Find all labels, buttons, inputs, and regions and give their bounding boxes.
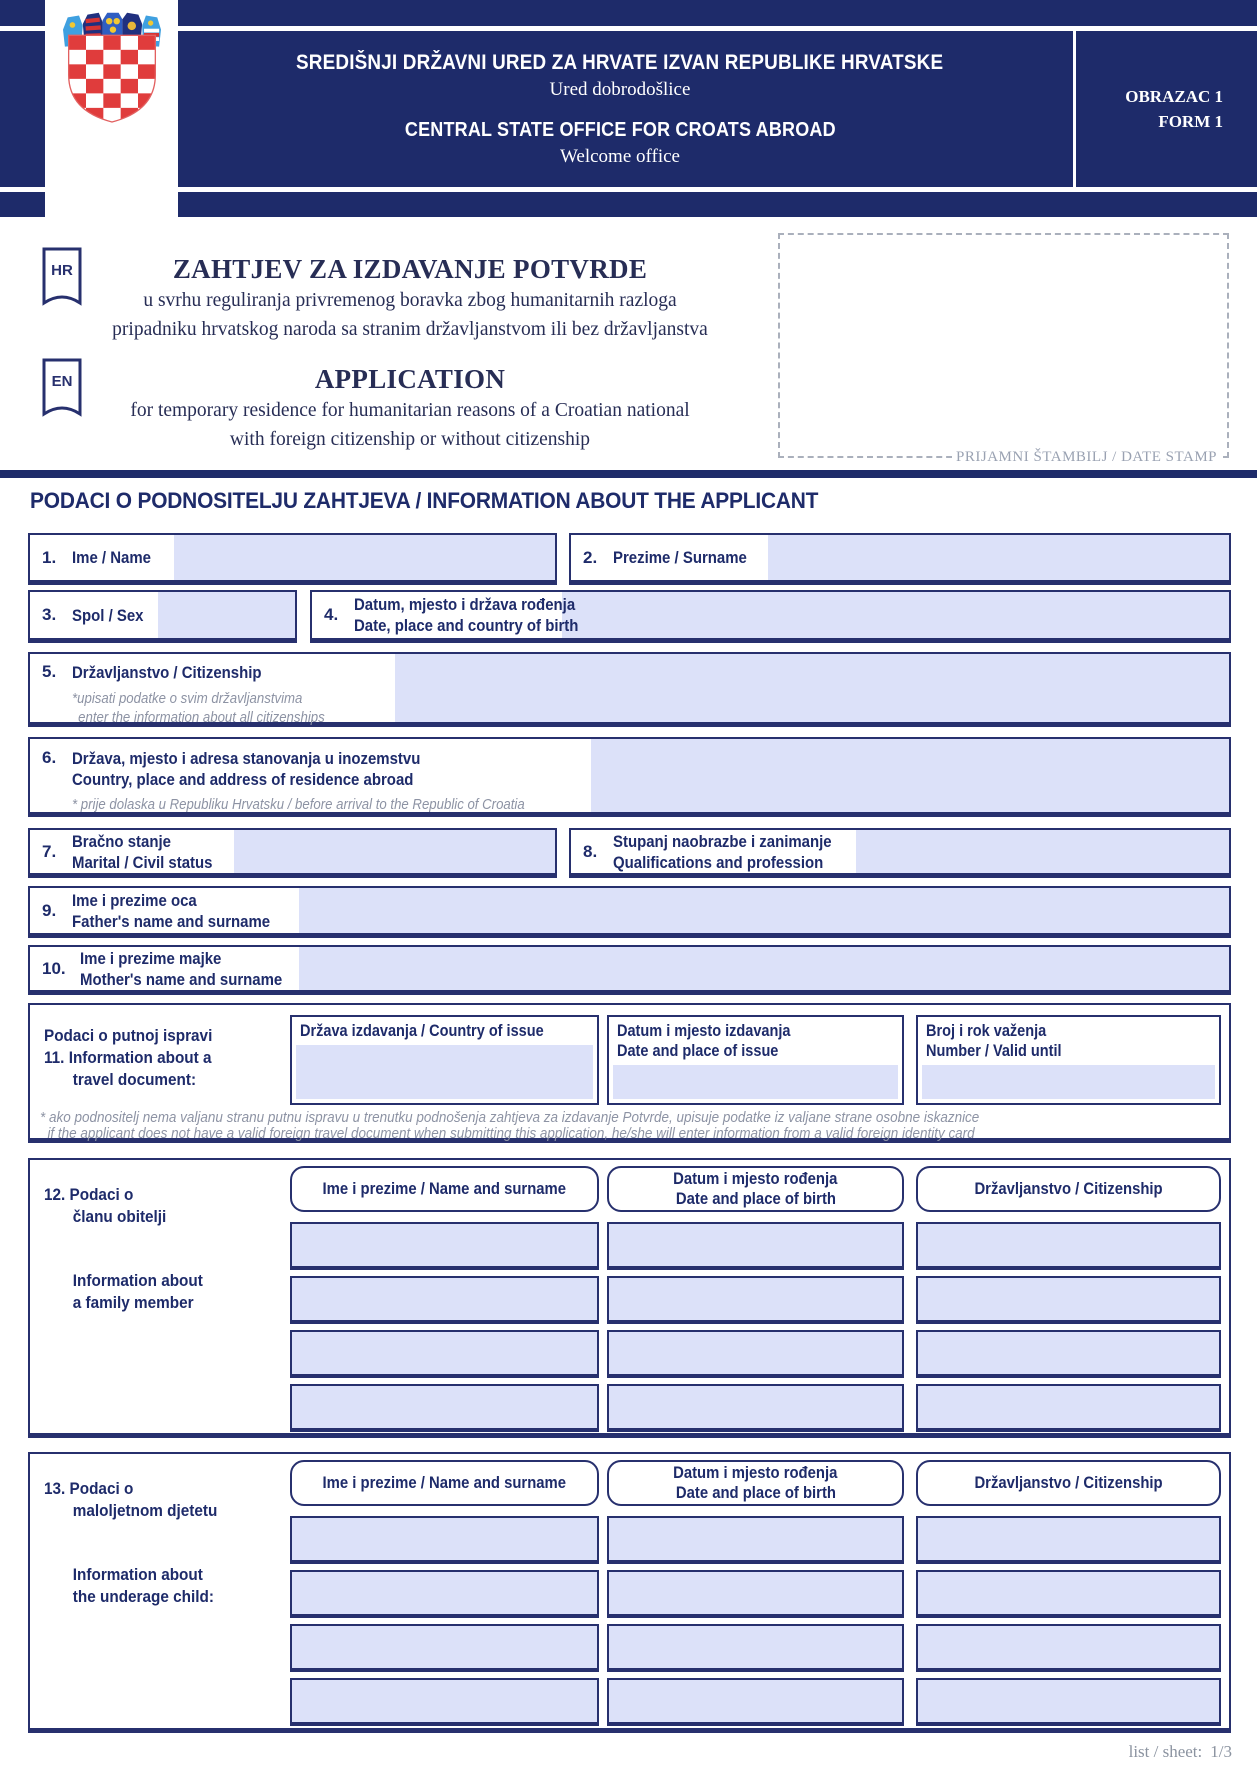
field-7-label-en: Marital / Civil status [72, 852, 213, 872]
marital-status-input[interactable] [234, 830, 555, 873]
child-name-cell-4[interactable] [290, 1678, 599, 1726]
field-mother-name [28, 945, 1231, 995]
field-birth-date-place [310, 590, 1231, 643]
field-9-label-hr: Ime i prezime oca [72, 890, 197, 910]
child-citizenship-column-header: Državljanstvo / Citizenship [916, 1460, 1221, 1506]
field-underage-child [28, 1452, 1231, 1733]
family-birth-cell-2[interactable] [607, 1276, 904, 1324]
child-birth-cell-4[interactable] [607, 1678, 904, 1726]
field-marital-status [28, 828, 557, 878]
field-7-label-hr: Bračno stanje [72, 831, 171, 851]
field-6-label-hr: Država, mjesto i adresa stanovanja u inozemstvu [72, 749, 421, 768]
child-name-column-header: Ime i prezime / Name and surname [290, 1460, 599, 1506]
travel-doc-issue-label-en: Date and place of issue [617, 1042, 779, 1060]
application-subtitle-hr-1: u svrhu reguliranja privremenog boravka zbog humanitarnih razloga [143, 290, 677, 311]
field-10-number: 10. [42, 958, 66, 978]
field-travel-document [28, 1003, 1231, 1143]
section-title: PODACI O PODNOSITELJU ZAHTJEVA / INFORMATION ABOUT THE APPLICANT [30, 488, 819, 513]
child-birth-cell-2[interactable] [607, 1570, 904, 1618]
field-8-number: 8. [583, 841, 598, 861]
field-8-label-en: Qualifications and profession [613, 852, 824, 872]
field-11-note-en: if the applicant does not have a valid foreign travel document when submitting this application, he/she will enter information from a valid foreign identity card [47, 1126, 975, 1142]
travel-doc-issue-input[interactable] [613, 1065, 898, 1099]
coat-of-arms-column [45, 0, 178, 217]
field-9-label-en: Father's name and surname [72, 911, 271, 931]
field-surname [569, 533, 1231, 585]
field-8-label-hr: Stupanj naobrazbe i zanimanje [613, 831, 832, 851]
field-1-label: Ime / Name [72, 548, 151, 567]
name-input[interactable] [174, 535, 555, 580]
field-13-label-en-l1: Information about [72, 1565, 203, 1584]
field-family-member [28, 1158, 1231, 1438]
child-citizenship-cell-3[interactable] [916, 1624, 1221, 1672]
father-name-input[interactable] [299, 888, 1229, 933]
field-9-number: 9. [42, 900, 57, 920]
family-birth-cell-4[interactable] [607, 1384, 904, 1432]
travel-doc-issue-box [607, 1015, 904, 1105]
date-stamp-box [778, 233, 1229, 465]
office-title-hr: SREDIŠNJI DRŽAVNI URED ZA HRVATE IZVAN REPUBLIKE HRVATSKE [296, 50, 944, 74]
child-birth-cell-1[interactable] [607, 1516, 904, 1564]
travel-doc-country-input[interactable] [296, 1045, 593, 1099]
child-citizenship-cell-1[interactable] [916, 1516, 1221, 1564]
section-divider-bar [0, 470, 1257, 478]
field-5-number: 5. [42, 662, 57, 681]
field-2-label: Prezime / Surname [613, 548, 747, 567]
croatian-title-block [80, 254, 740, 343]
header-band [0, 31, 1257, 187]
en-language-ribbon-icon [42, 358, 82, 424]
header-top-bar [0, 0, 1257, 26]
citizenship-input[interactable] [395, 654, 1229, 722]
date-stamp-label: PRIJAMNI ŠTAMBILJ / DATE STAMP [952, 449, 1221, 466]
field-11-note-hr: * ako podnositelj nema valjanu stranu putnu ispravu u trenutku podnošenja zahtjeva za izdavanje Potvrde, upisuje podatke iz valjane strane osobne iskaznice [40, 1110, 980, 1126]
child-birth-column-header: Datum i mjesto rođenja Date and place of birth [607, 1460, 904, 1506]
field-citizenship [28, 652, 1231, 727]
field-13-label-en-l2: the underage child: [72, 1587, 214, 1606]
child-citizenship-cell-2[interactable] [916, 1570, 1221, 1618]
travel-doc-country-box [290, 1015, 599, 1105]
child-name-cell-2[interactable] [290, 1570, 599, 1618]
family-birth-column-header: Datum i mjesto rođenja Date and place of birth [607, 1166, 904, 1212]
field-4-label-en: Date, place and country of birth [354, 616, 579, 635]
family-name-cell-3[interactable] [290, 1330, 599, 1378]
field-name [28, 533, 557, 585]
field-4-label-hr: Datum, mjesto i država rođenja [354, 595, 576, 614]
field-qualifications [569, 828, 1231, 878]
birth-date-place-input[interactable] [562, 592, 1229, 638]
hr-tag: HR [51, 262, 73, 279]
family-citizenship-cell-2[interactable] [916, 1276, 1221, 1324]
field-7-number: 7. [42, 841, 57, 861]
mother-name-input[interactable] [299, 947, 1229, 990]
family-citizenship-cell-4[interactable] [916, 1384, 1221, 1432]
application-title-hr: ZAHTJEV ZA IZDAVANJE POTVRDE [172, 254, 648, 284]
travel-doc-number-input[interactable] [922, 1065, 1215, 1099]
sheet-counter [1129, 1742, 1232, 1762]
english-title-block [80, 364, 740, 453]
travel-doc-country-label: Država izdavanja / Country of issue [300, 1022, 544, 1040]
field-4-number: 4. [324, 605, 339, 624]
field-5-note-en: enter the information about all citizenships [78, 709, 325, 726]
header-office-titles [178, 31, 1062, 187]
qualifications-input[interactable] [856, 830, 1229, 873]
field-3-number: 3. [42, 605, 57, 624]
travel-doc-number-label-en: Number / Valid until [926, 1042, 1062, 1060]
field-3-label: Spol / Sex [72, 605, 144, 625]
field-residence-abroad [28, 737, 1231, 817]
sex-input[interactable] [158, 592, 295, 638]
child-birth-cell-3[interactable] [607, 1624, 904, 1672]
field-10-label-hr: Ime i prezime majke [80, 948, 222, 968]
office-subtitle-hr: Ured dobrodošlice [549, 78, 691, 100]
child-name-cell-3[interactable] [290, 1624, 599, 1672]
field-12-label-hr-l1: 12. Podaci o [44, 1185, 134, 1204]
form-code [1076, 31, 1257, 187]
family-citizenship-column-header: Državljanstvo / Citizenship [916, 1166, 1221, 1212]
en-tag: EN [51, 373, 73, 390]
field-6-note: * prije dolaska u Republiku Hrvatsku / before arrival to the Republic of Croatia [72, 796, 525, 813]
field-6-label-en: Country, place and address of residence abroad [72, 770, 414, 789]
sheet-counter-value: 1/3 [1210, 1742, 1232, 1761]
field-6-number: 6. [42, 748, 57, 767]
field-12-label-en-l2: a family member [72, 1293, 194, 1312]
croatia-coat-of-arms-icon [63, 0, 161, 130]
family-birth-cell-3[interactable] [607, 1330, 904, 1378]
field-2-number: 2. [583, 547, 598, 567]
travel-doc-number-box [916, 1015, 1221, 1105]
application-subtitle-en-2: with foreign citizenship or without citizenship [229, 429, 591, 450]
travel-doc-number-label-hr: Broj i rok važenja [926, 1022, 1047, 1040]
surname-input[interactable] [768, 535, 1229, 580]
application-subtitle-en-1: for temporary residence for humanitarian reasons of a Croatian national [130, 400, 690, 421]
form-code-en: FORM 1 [1158, 112, 1223, 131]
application-subtitle-hr-2: pripadniku hrvatskog naroda sa stranim državljanstvom ili bez državljanstva [112, 319, 708, 340]
application-title-en: APPLICATION [314, 364, 506, 394]
family-name-cell-4[interactable] [290, 1384, 599, 1432]
family-citizenship-cell-1[interactable] [916, 1222, 1221, 1270]
family-citizenship-cell-3[interactable] [916, 1330, 1221, 1378]
child-name-cell-1[interactable] [290, 1516, 599, 1564]
field-11-label-l1: Podaci o putnoj ispravi [44, 1026, 213, 1045]
field-1-number: 1. [42, 547, 57, 567]
residence-abroad-input[interactable] [591, 739, 1229, 812]
office-title-en: CENTRAL STATE OFFICE FOR CROATS ABROAD [404, 118, 836, 141]
field-11-label-l2: 11. Information about a [44, 1048, 212, 1067]
hr-language-ribbon-icon [42, 247, 82, 313]
family-name-cell-2[interactable] [290, 1276, 599, 1324]
field-father-name [28, 886, 1231, 938]
header-bottom-bar [0, 192, 1257, 217]
form-code-hr: OBRAZAC 1 [1125, 87, 1223, 106]
office-subtitle-en: Welcome office [560, 145, 680, 167]
field-13-label-hr-l2: maloljetnom djetetu [72, 1501, 218, 1520]
sheet-counter-label: list / sheet: [1128, 1742, 1203, 1761]
field-sex [28, 590, 297, 643]
family-name-cell-1[interactable] [290, 1222, 599, 1270]
field-5-label: Državljanstvo / Citizenship [72, 663, 262, 682]
family-name-column-header: Ime i prezime / Name and surname [290, 1166, 599, 1212]
travel-doc-issue-label-hr: Datum i mjesto izdavanja [617, 1022, 791, 1040]
field-5-note-hr: *upisati podatke o svim državljanstvima [72, 690, 303, 707]
field-12-label-en-l1: Information about [72, 1271, 203, 1290]
field-13-label-hr-l1: 13. Podaci o [44, 1479, 134, 1498]
field-11-label-l3: travel document: [72, 1070, 197, 1089]
child-citizenship-cell-4[interactable] [916, 1678, 1221, 1726]
field-12-label-hr-l2: članu obitelji [72, 1207, 167, 1226]
family-birth-cell-1[interactable] [607, 1222, 904, 1270]
field-10-label-en: Mother's name and surname [80, 969, 283, 989]
